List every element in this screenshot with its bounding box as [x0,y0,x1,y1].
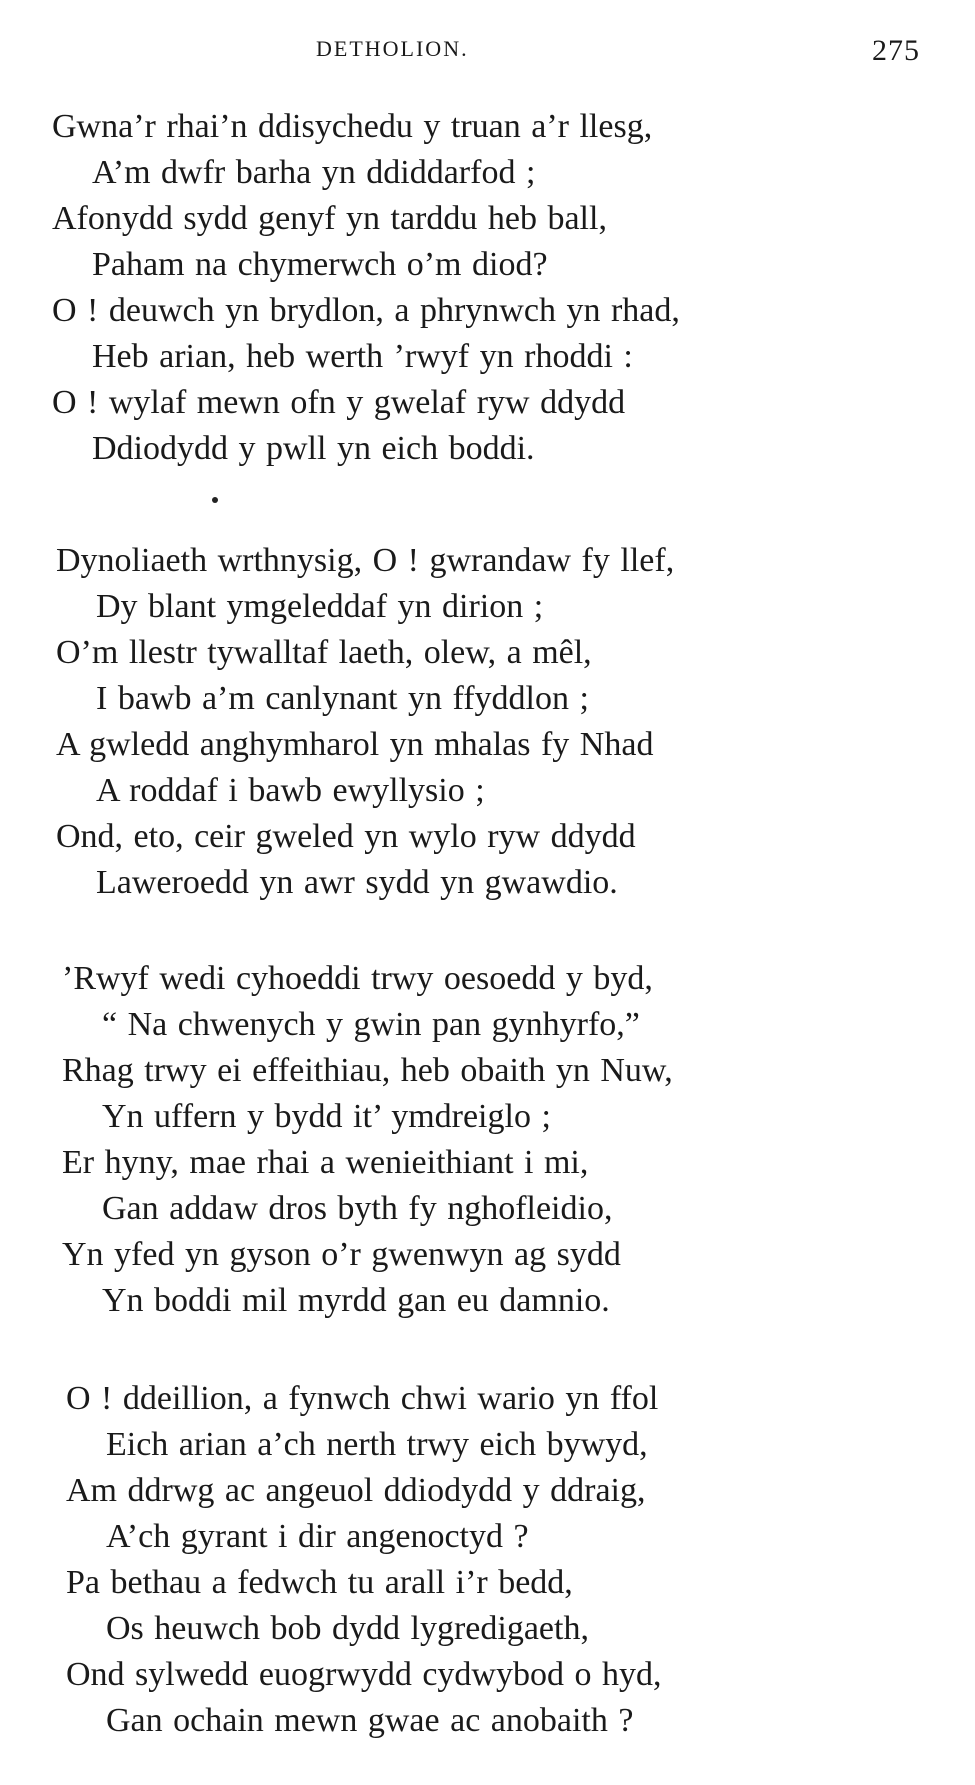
poem-line: Am ddrwg ac angeuol ddiodydd y ddraig, [66,1472,646,1509]
poem-line: Ddiodydd y pwll yn eich boddi. [92,430,535,467]
stanza-4 [66,1376,662,1744]
poem-line: Pa bethau a fedwch tu arall i’r bedd, [66,1564,573,1601]
poem-line: A gwledd anghymharol yn mhalas fy Nhad [56,726,654,763]
poem-line: ’Rwyf wedi cyhoeddi trwy oesoedd y byd, [62,960,653,997]
stanza-3 [62,956,673,1324]
poem-line: Gan ochain mewn gwae ac anobaith ? [106,1702,634,1739]
stanza-1 [52,104,680,472]
poem-line: Heb arian, heb werth ’rwyf yn rhoddi : [92,338,633,375]
poem-line: Afonydd sydd genyf yn tarddu heb ball, [52,200,607,237]
poem-line: Ond, eto, ceir gweled yn wylo ryw ddydd [56,818,636,855]
poem-line: A roddaf i bawb ewyllysio ; [96,772,485,809]
poem-line: A’m dwfr barha yn ddiddarfod ; [92,154,536,191]
poem-line: Er hyny, mae rhai a wenieithiant i mi, [62,1144,589,1181]
poem-line: I bawb a’m canlynant yn ffyddlon ; [96,680,589,717]
poem-line: Ond sylwedd euogrwydd cydwybod o hyd, [66,1656,662,1693]
poem-line: O ! wylaf mewn ofn y gwelaf ryw ddydd [52,384,626,421]
poem-line: Yn uffern y bydd it’ ymdreiglo ; [102,1098,551,1135]
poem-line: Laweroedd yn awr sydd yn gwawdio. [96,864,618,901]
running-header [0,34,975,74]
poem-line: Dynoliaeth wrthnysig, O ! gwrandaw fy llef, [56,542,675,579]
page-number: 275 [872,34,920,67]
stanza-2 [56,538,674,906]
poem-line: O’m llestr tywalltaf laeth, olew, a mêl, [56,634,592,671]
poem-line: Gan addaw dros byth fy nghofleidio, [102,1190,613,1227]
running-title: DETHOLION. [316,36,469,61]
poem-line: Os heuwch bob dydd lygredigaeth, [106,1610,589,1647]
poem-line: Rhag trwy ei effeithiau, heb obaith yn Nuw, [62,1052,673,1089]
poem-line: A’ch gyrant i dir angenoctyd ? [106,1518,529,1555]
poem-line: Yn yfed yn gyson o’r gwenwyn ag sydd [62,1236,621,1273]
poem-line: Dy blant ymgeleddaf yn dirion ; [96,588,544,625]
poem-line: Paham na chymerwch o’m diod? [92,246,548,283]
ink-speck [212,497,218,503]
poem-line: Eich arian a’ch nerth trwy eich bywyd, [106,1426,648,1463]
poem-line: Gwna’r rhai’n ddisychedu y truan a’r llesg, [52,108,653,145]
poem-line: O ! deuwch yn brydlon, a phrynwch yn rhad, [52,292,680,329]
poem-line: O ! ddeillion, a fynwch chwi wario yn ffol [66,1380,659,1417]
poem-line: Yn boddi mil myrdd gan eu damnio. [102,1282,610,1319]
poem-line: “ Na chwenych y gwin pan gynhyrfo,” [102,1006,640,1043]
